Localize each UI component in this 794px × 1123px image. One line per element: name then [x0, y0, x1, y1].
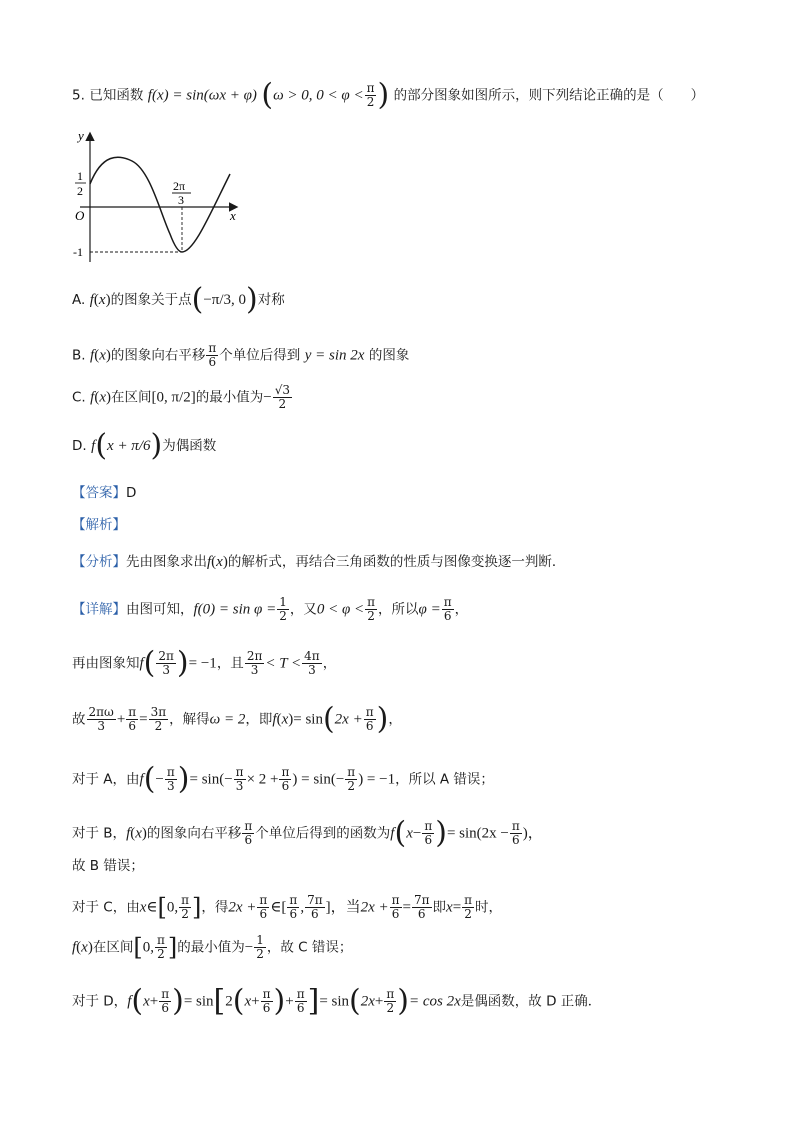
- detail-option-c-result: f(x)在区间[0, $\frac{\pi}{2}$ ]的最小值为− $\frac{1}{2}$ ，故 C 错误；: [72, 933, 353, 962]
- x-mark-num: 2π: [173, 179, 186, 193]
- option-a[interactable]: A. f(x)的图象关于点(−π/3, 0)对称: [72, 282, 285, 317]
- analysis-tag: 【解析】: [72, 517, 126, 533]
- detail-option-d: 对于 D，f(x+ $\frac{\pi}{6}$ )= sin[2(x+ $\frac{\pi}{6}$ )+ $\frac{\pi}{6}$ ]= sin(2x+ $\frac{\pi}{2}$ )= cos 2x是偶函数，故 D 正确．: [72, 983, 602, 1019]
- option-b[interactable]: B. f(x)的图象向右平移 $\frac{\pi}{6}$ 个单位后得到 y = sin 2x 的图象: [72, 341, 410, 369]
- answer-tag: 【答案】: [72, 485, 126, 501]
- option-d-expr: x + π/6: [107, 438, 151, 454]
- option-c-value: $\frac{√3}{2}$: [274, 383, 290, 411]
- detail-option-b-result: 故 B 错误；: [72, 858, 144, 874]
- option-a-text2: 对称: [257, 292, 285, 308]
- option-c-text1: 在区间: [111, 389, 152, 406]
- option-b-text1: 的图象向右平移: [110, 347, 206, 364]
- option-a-label: A.: [72, 292, 86, 308]
- detail-option-a: 对于 A，由f(− $\frac{\pi}{3}$ )= sin(− $\frac{\pi}{3}$ × 2 + $\frac{\pi}{6}$ ) = sin(− $\frac{\pi}{2}$ ) = −1，所以 A 错误；: [72, 761, 494, 797]
- option-a-text1: 的图象关于点: [110, 292, 192, 308]
- option-b-text3: 的图象: [368, 347, 410, 364]
- function-graph: [70, 124, 250, 266]
- y-axis-label: y: [78, 128, 84, 143]
- y-half-num: 1: [77, 169, 83, 183]
- stem-suffix: 的部分图象如图所示，则下列结论正确的是（ ）: [393, 87, 705, 104]
- option-b-target: y = sin 2x: [304, 347, 365, 364]
- stem-function: f(x) = sin(ωx + φ): [147, 87, 257, 104]
- option-c-text2: 的最小值为: [195, 389, 264, 406]
- y-neg-label: -1: [73, 245, 83, 259]
- paren-left: (: [261, 77, 274, 113]
- option-b-text2: 个单位后得到: [219, 347, 301, 364]
- stem-pi-half: $\frac{\pi}{2}$: [366, 81, 375, 109]
- sine-curve: [90, 157, 230, 252]
- y-half-den: 2: [77, 184, 83, 198]
- option-c-label: C.: [72, 389, 86, 406]
- detail-line-3: 故 $\frac{2\pi\omega}{3}$ + $\frac{\pi}{6}$ = $\frac{3\pi}{2}$ ，解得ω = 2，即f(x)= sin(2x + $\frac{\pi}{6}$ )，: [72, 701, 402, 737]
- origin-label: O: [75, 208, 85, 223]
- fenxi-tag: 【分析】: [72, 554, 126, 570]
- question-stem: [72, 77, 705, 113]
- option-c[interactable]: C. f(x)在区间[0, π/2]的最小值为− $\frac{√3}{2}$: [72, 383, 290, 411]
- detail-line-1: 【详解】由图可知，f(0) = sin φ = $\frac{1}{2}$ ，又0 < φ < $\frac{\pi}{2}$ ，所以φ = $\frac{\pi}{6}$ ，: [72, 595, 469, 623]
- option-b-label: B.: [72, 347, 86, 364]
- paren-right: ): [377, 77, 390, 113]
- option-a-point: −π/3, 0: [203, 292, 247, 308]
- stem-condition: ω > 0, 0 < φ <: [273, 87, 364, 104]
- stem-prefix: 已知函数: [89, 87, 144, 104]
- x-mark-den: 3: [178, 193, 184, 207]
- option-d[interactable]: D. f(x + π/6)为偶函数: [72, 428, 217, 463]
- detail-option-b: 对于 B，f(x)的图象向右平移 $\frac{\pi}{6}$ 个单位后得到的函数为f(x− $\frac{\pi}{6}$ )= sin(2x − $\frac{\pi}{6}$ )，: [72, 815, 543, 851]
- option-b-shift: $\frac{\pi}{6}$: [208, 341, 217, 369]
- detail-option-c: 对于 C，由x∈[0, $\frac{\pi}{2}$ ]，得2x + $\frac{\pi}{6}$ ∈[ $\frac{\pi}{6}$ , $\frac{7\pi}{6}$ ]，当2x + $\frac{\pi}{6}$ = $\frac{7\pi}{6}$ 即x= $\frac{\pi}{2}$ 时，: [72, 893, 503, 922]
- answer-line: [72, 483, 136, 503]
- fenxi-line: 【分析】先由图象求出f(x)的解析式，再结合三角函数的性质与图像变换逐一判断．: [72, 554, 566, 570]
- analysis-line: [72, 515, 126, 535]
- fenxi-text2: 的解析式，再结合三角函数的性质与图像变换逐一判断．: [227, 554, 566, 570]
- option-d-text: 为偶函数: [162, 438, 217, 454]
- option-d-label: D.: [72, 438, 87, 454]
- detail-tag: 【详解】: [72, 601, 126, 618]
- fenxi-text1: 先由图象求出: [126, 554, 207, 570]
- x-axis-label: x: [230, 208, 236, 223]
- answer-value: D: [126, 485, 137, 501]
- detail-line-2: 再由图象知f( $\frac{2\pi}{3}$ )= −1，且 $\frac{2\pi}{3}$ < T < $\frac{4\pi}{3}$ ，: [72, 645, 337, 681]
- question-number: 5.: [72, 87, 85, 104]
- option-c-interval: [0, π/2]: [151, 389, 196, 406]
